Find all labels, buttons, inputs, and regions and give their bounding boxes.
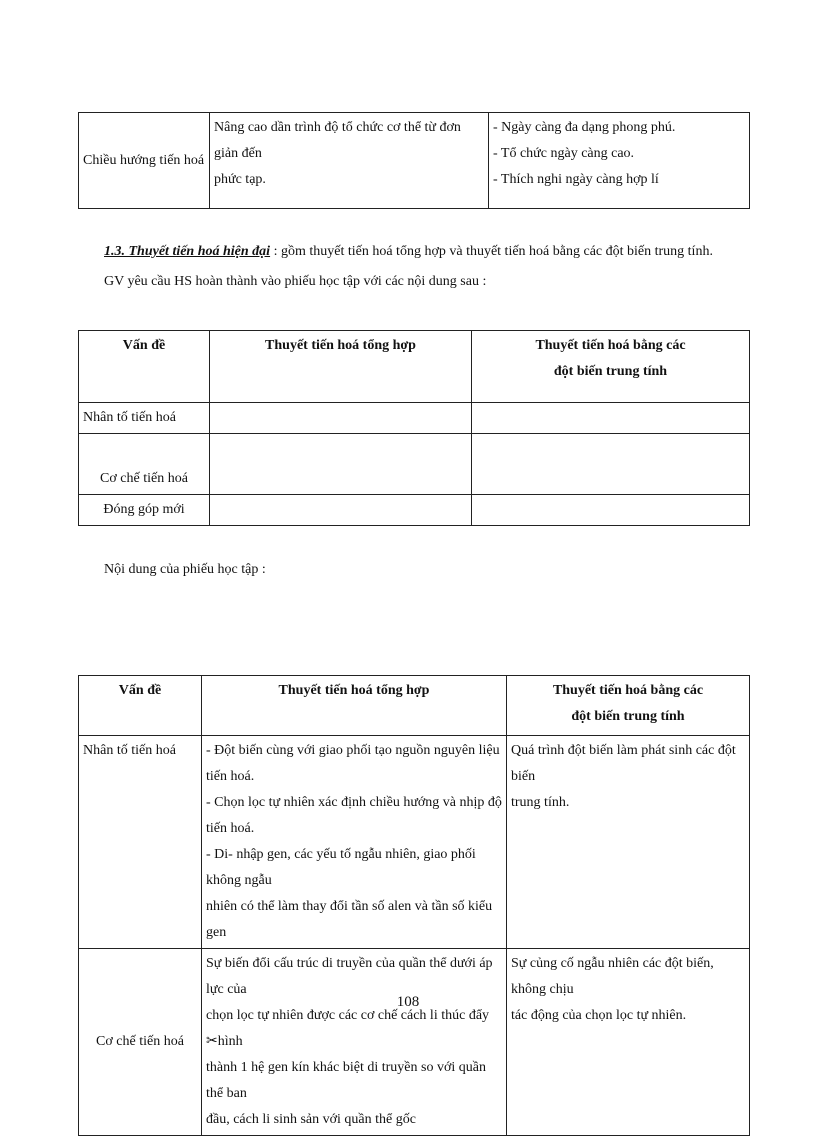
direction-col2-cell [210, 113, 489, 209]
text-line: tác động của chọn lọc tự nhiên. [511, 1008, 687, 1023]
text-line: phức tạp. [214, 172, 266, 187]
factors-synthetic-cell [202, 736, 507, 949]
empty-cell [210, 403, 472, 434]
row-label: Cơ chế tiến hoá [79, 434, 210, 495]
empty-cell [472, 403, 750, 434]
content-label: Nội dung của phiếu học tập : [104, 562, 266, 577]
section-heading [104, 244, 713, 260]
section-heading-title: 1.3. Thuyết tiến hoá hiện đại [104, 244, 271, 259]
header-neutral: Thuyết tiến hoá bằng các đột biến trung tính [507, 676, 750, 736]
header-neutral: Thuyết tiến hoá bằng các đột biến trung tính [472, 331, 750, 403]
header-issue: Vấn đề [79, 676, 202, 736]
row-label: Nhân tố tiến hoá [79, 403, 210, 434]
direction-label: Chiều hướng tiến hoá [83, 152, 205, 168]
row-label: Nhân tố tiến hoá [79, 736, 202, 949]
empty-cell [472, 495, 750, 526]
text-line: thành 1 hệ gen kín khác biệt di truyền so với quần thể ban [206, 1060, 486, 1101]
row-label: Cơ chế tiến hoá [79, 949, 202, 1136]
page-number: 108 [396, 994, 420, 1010]
text-line: - Di- nhập gen, các yếu tố ngẫu nhiên, giao phối không ngẫu [206, 847, 476, 888]
text-line: Quá trình đột biến làm phát sinh các đột biến [511, 743, 736, 784]
text-line: Sự biến đổi cấu trúc di truyền của quần thể dưới áp lực của [206, 956, 493, 997]
text-line: - Ngày càng đa dạng phong phú. [493, 120, 676, 135]
mechanism-synthetic-cell [202, 949, 507, 1136]
worksheet-table [78, 330, 750, 526]
header-synthetic: Thuyết tiến hoá tổng hợp [202, 676, 507, 736]
text-line: chọn lọc tự nhiên được các cơ chế cách li thúc đẩy ✂hình [206, 1008, 490, 1049]
text-line: - Thích nghi ngày càng hợp lí [493, 172, 659, 187]
text-line: nhiên có thể làm thay đổi tần số alen và tần số kiểu gen [206, 899, 493, 940]
row-label: Đóng góp mới [79, 495, 210, 526]
evolution-direction-table [78, 112, 750, 209]
direction-col3-cell [489, 113, 750, 209]
text-line: Sự củng cố ngẫu nhiên các đột biến, không chịu [511, 956, 714, 997]
text-line: - Chọn lọc tự nhiên xác định chiều hướng và nhịp độ tiến hoá. [206, 795, 502, 836]
header-issue: Vấn đề [79, 331, 210, 403]
worksheet-answer-table [78, 675, 750, 1136]
empty-cell [210, 434, 472, 495]
factors-neutral-cell [507, 736, 750, 949]
text-line: đầu, cách li sinh sản với quần thể gốc [206, 1112, 416, 1127]
text-line: Nâng cao dần trình độ tổ chức cơ thể từ đơn giản đến [214, 120, 461, 161]
header-synthetic: Thuyết tiến hoá tổng hợp [210, 331, 472, 403]
direction-label-cell [79, 113, 210, 209]
empty-cell [210, 495, 472, 526]
empty-cell [472, 434, 750, 495]
text-line: trung tính. [511, 795, 570, 810]
text-line: - Tổ chức ngày càng cao. [493, 146, 635, 161]
mechanism-neutral-cell [507, 949, 750, 1136]
instruction-text: GV yêu cầu HS hoàn thành vào phiếu học tập với các nội dung sau : [104, 274, 487, 289]
section-heading-rest: : gồm thuyết tiến hoá tổng hợp và thuyết tiến hoá bằng các đột biến trung tính. [273, 244, 713, 259]
text-line: - Đột biến cùng với giao phối tạo nguồn nguyên liệu tiến hoá. [206, 743, 500, 784]
